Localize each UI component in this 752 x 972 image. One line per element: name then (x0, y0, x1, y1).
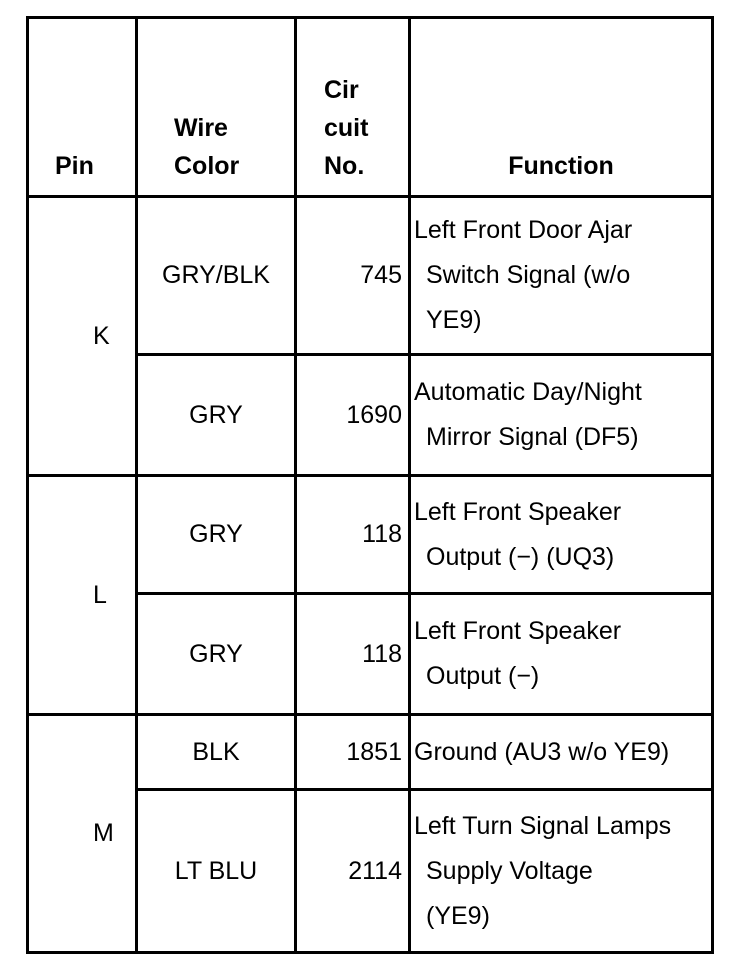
wire-color: GRY (137, 355, 296, 476)
wire-color: GRY/BLK (137, 197, 296, 355)
function-line: Output (−) (UQ3) (426, 542, 615, 571)
function-line: (YE9) (426, 901, 490, 930)
header-pin: Pin (28, 18, 137, 197)
function-description (410, 790, 713, 953)
circuit-number: 118 (296, 476, 410, 594)
wire-color: BLK (137, 715, 296, 790)
pin-label: L (28, 476, 137, 715)
header-wire-color-line: Wire (174, 114, 228, 142)
wire-color: GRY (137, 476, 296, 594)
header-wire-color-line: Color (174, 152, 240, 180)
function-description (410, 197, 713, 355)
function-line: Automatic Day/Night (414, 378, 642, 406)
function-line: Left Front Door Ajar (414, 216, 633, 244)
function-line: Left Front Speaker (414, 617, 622, 645)
function-description (410, 476, 713, 594)
header-circuit-line: No. (324, 152, 365, 180)
connector-pin-table (26, 16, 714, 954)
circuit-number: 745 (296, 197, 410, 355)
circuit-number: 2114 (296, 790, 410, 953)
function-description (410, 715, 713, 790)
function-line: Ground (AU3 w/o YE9) (414, 737, 670, 766)
wire-color: GRY (137, 594, 296, 715)
circuit-number: 1690 (296, 355, 410, 476)
header-function: Function (410, 18, 713, 197)
function-line: YE9) (426, 306, 482, 334)
table-row (28, 197, 713, 355)
function-line: Mirror Signal (DF5) (426, 423, 639, 451)
header-row (28, 18, 713, 197)
header-wire-color (137, 18, 296, 197)
circuit-number: 1851 (296, 715, 410, 790)
header-circuit-line: Cir (324, 76, 359, 104)
header-circuit-number (296, 18, 410, 197)
function-description (410, 355, 713, 476)
table-row (28, 715, 713, 790)
function-line: Output (−) (426, 662, 540, 690)
circuit-number: 118 (296, 594, 410, 715)
function-line: Supply Voltage (426, 856, 593, 885)
function-line: Switch Signal (w/o (426, 261, 631, 289)
function-description (410, 594, 713, 715)
wire-color: LT BLU (137, 790, 296, 953)
function-line: Left Turn Signal Lamps (414, 811, 672, 840)
function-line: Left Front Speaker (414, 497, 622, 526)
pin-label: K (28, 197, 137, 476)
header-circuit-line: cuit (324, 114, 369, 142)
table-row (28, 476, 713, 594)
pin-label: M (28, 715, 137, 953)
